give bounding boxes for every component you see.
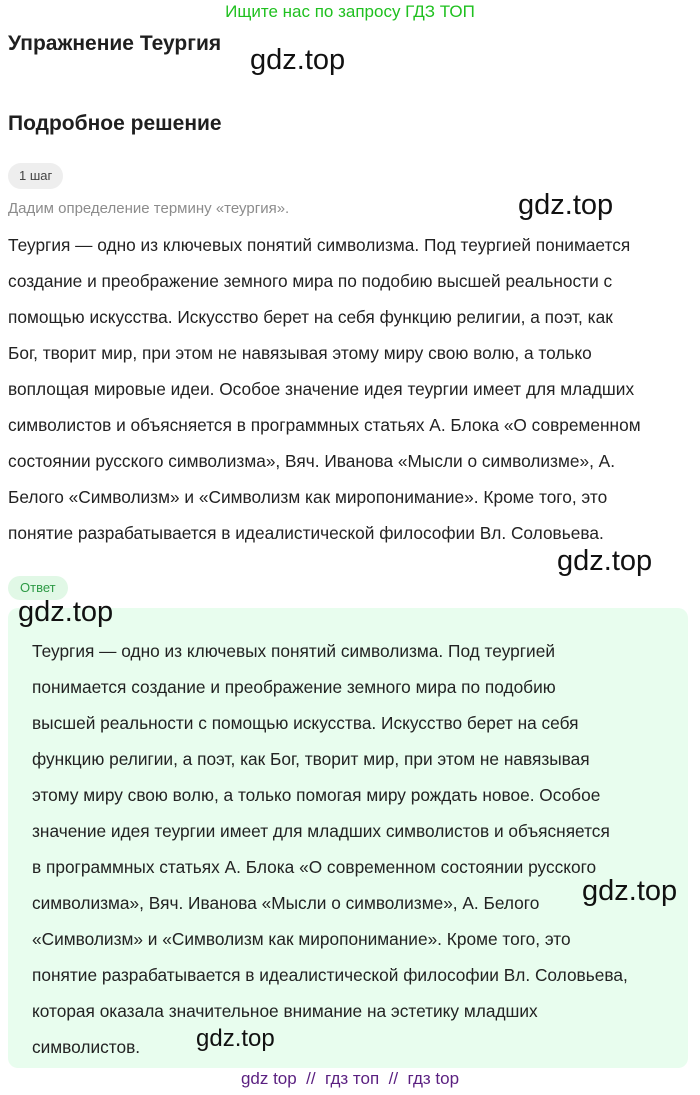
answer-line: в программных статьях А. Блока «О современном состоянии русского xyxy=(32,857,597,877)
solution-line: символистов и объясняется в программных статьях А. Блока «О современном xyxy=(8,415,641,435)
solution-line: состоянии русского символизма», Вяч. Иванова «Мысли о символизме», А. xyxy=(8,451,616,471)
answer-line: значение идея теургии имеет для младших символистов и объясняется xyxy=(32,821,610,841)
answer-line: которая оказала значительное внимание на эстетику младших xyxy=(32,1001,538,1021)
answer-line: символизма», Вяч. Иванова «Мысли о символизме», А. Белого xyxy=(32,893,540,913)
solution-line: помощью искусства. Искусство берет на себя функцию религии, а поэт, как xyxy=(8,307,613,327)
watermark: gdz.top xyxy=(582,875,678,907)
solution-line: Бог, творит мир, при этом не навязывая этому миру свою волю, а только xyxy=(8,343,592,363)
page-title: Упражнение Теургия xyxy=(8,32,222,55)
solution-text xyxy=(8,227,688,551)
answer-text xyxy=(32,633,676,1065)
footer-links[interactable]: gdz top // гдз топ // гдз top xyxy=(240,1069,460,1088)
answer-line: Теургия — одно из ключевых понятий символизма. Под теургией xyxy=(32,641,555,661)
answer-line: высшей реальности с помощью искусства. Искусство берет на себя xyxy=(32,713,579,733)
watermark: gdz.top xyxy=(518,189,614,221)
step-hint: Дадим определение термину «теургия». xyxy=(8,200,290,217)
watermark: gdz.top xyxy=(196,1025,275,1052)
solution-line: понятие разрабатывается в идеалистической философии Вл. Соловьева. xyxy=(8,523,604,543)
search-banner[interactable]: Ищите нас по запросу ГДЗ ТОП xyxy=(225,2,475,21)
answer-badge: Ответ xyxy=(8,576,68,600)
watermark: gdz.top xyxy=(18,596,114,628)
answer-line: «Символизм» и «Символизм как миропонимание». Кроме того, это xyxy=(32,929,571,949)
answer-line: понимается создание и преображение земного мира по подобию xyxy=(32,677,556,697)
answer-line: функцию религии, а поэт, как Бог, творит мир, при этом не навязывая xyxy=(32,749,590,769)
answer-line: символистов. xyxy=(32,1037,141,1057)
solution-line: создание и преображение земного мира по подобию высшей реальности с xyxy=(8,271,613,291)
answer-line: этому миру свою волю, а только помогая миру рождать новое. Особое xyxy=(32,785,601,805)
section-title: Подробное решение xyxy=(8,112,222,135)
watermark: gdz.top xyxy=(250,44,346,76)
watermark: gdz.top xyxy=(557,545,653,577)
solution-line: Белого «Символизм» и «Символизм как миропонимание». Кроме того, это xyxy=(8,487,608,507)
solution-line: Теургия — одно из ключевых понятий символизма. Под теургией понимается xyxy=(8,235,631,255)
answer-line: понятие разрабатывается в идеалистической философии Вл. Соловьева, xyxy=(32,965,628,985)
step-badge: 1 шаг xyxy=(8,163,63,189)
solution-line: воплощая мировые идеи. Особое значение идея теургии имеет для младших xyxy=(8,379,635,399)
